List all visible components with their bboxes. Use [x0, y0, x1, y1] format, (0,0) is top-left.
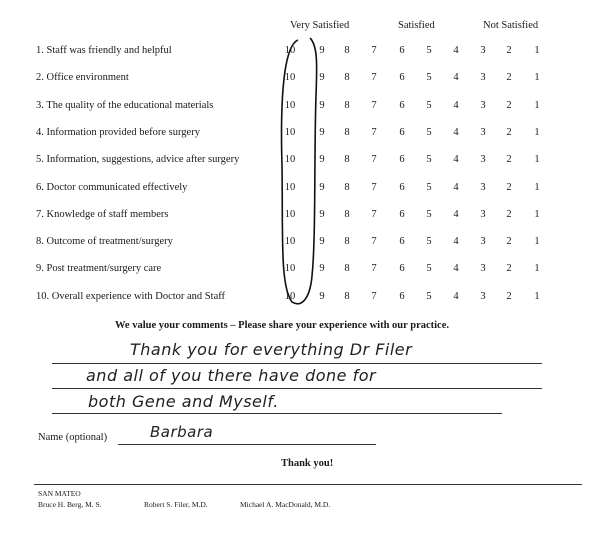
rating-option-9[interactable]: 9: [319, 45, 325, 56]
rating-option-1[interactable]: 1: [534, 263, 540, 275]
rating-option-10[interactable]: 10: [284, 290, 296, 302]
selection-circle: [276, 36, 326, 308]
rating-option-10[interactable]: 10: [284, 72, 296, 84]
rating-option-8[interactable]: 8: [344, 154, 350, 166]
rating-option-7[interactable]: 7: [371, 126, 377, 138]
rating-option-6[interactable]: 6: [399, 154, 405, 166]
rating-option-6[interactable]: 6: [399, 263, 405, 275]
rating-option-9[interactable]: 9: [319, 263, 325, 275]
question-label: 9. Post treatment/surgery care: [36, 263, 162, 275]
rating-option-8[interactable]: 8: [344, 208, 350, 220]
footer-rule: [34, 484, 582, 485]
not-satisfied-header: Not Satisfied: [483, 20, 539, 31]
rating-option-2[interactable]: 2: [506, 236, 512, 248]
rating-option-6[interactable]: 6: [399, 290, 405, 302]
question-label: 5. Information, suggestions, advice after surgery: [36, 154, 240, 166]
rating-option-10[interactable]: 10: [284, 99, 296, 111]
rating-option-7[interactable]: 7: [371, 236, 377, 248]
rating-option-9[interactable]: 9: [319, 236, 325, 248]
rating-option-5[interactable]: 5: [426, 290, 432, 302]
rating-option-9[interactable]: 9: [319, 181, 325, 193]
comments-prompt: We value your comments – Please share your experience with our practice.: [115, 320, 450, 331]
rating-option-7[interactable]: 7: [371, 99, 377, 111]
rating-option-3[interactable]: 3: [480, 290, 486, 302]
question-label: 6. Doctor communicated effectively: [36, 181, 188, 193]
rating-option-5[interactable]: 5: [426, 72, 432, 84]
rating-option-7[interactable]: 7: [371, 72, 377, 84]
rating-option-1[interactable]: 1: [534, 236, 540, 248]
rating-option-1[interactable]: 1: [534, 99, 540, 111]
footer-doctor-3: Michael A. MacDonald, M.D.: [240, 500, 331, 509]
rating-option-5[interactable]: 5: [426, 99, 432, 111]
rating-option-1[interactable]: 1: [534, 154, 540, 166]
rating-option-8[interactable]: 8: [344, 181, 350, 193]
comment-text-2: and all of you there have done for: [86, 366, 377, 385]
rating-option-2[interactable]: 2: [506, 45, 512, 56]
rating-option-5[interactable]: 5: [426, 126, 432, 138]
comment-line-3: [52, 413, 502, 414]
comment-text-3: both Gene and Myself.: [88, 392, 279, 411]
rating-option-3[interactable]: 3: [480, 263, 486, 275]
rating-option-3[interactable]: 3: [480, 208, 486, 220]
rating-option-6[interactable]: 6: [399, 208, 405, 220]
rating-option-2[interactable]: 2: [506, 154, 512, 166]
name-signature: Barbara: [150, 423, 214, 441]
rating-option-5[interactable]: 5: [426, 181, 432, 193]
rating-option-1[interactable]: 1: [534, 45, 540, 56]
question-label: 1. Staff was friendly and helpful: [36, 45, 172, 56]
rating-option-8[interactable]: 8: [344, 126, 350, 138]
rating-option-6[interactable]: 6: [399, 72, 405, 84]
rating-option-4[interactable]: 4: [453, 72, 459, 84]
rating-option-10[interactable]: 10: [284, 236, 296, 248]
rating-option-8[interactable]: 8: [344, 99, 350, 111]
rating-option-1[interactable]: 1: [534, 72, 540, 84]
rating-option-2[interactable]: 2: [506, 72, 512, 84]
rating-option-6[interactable]: 6: [399, 45, 405, 56]
rating-option-2[interactable]: 2: [506, 99, 512, 111]
rating-option-4[interactable]: 4: [453, 263, 459, 275]
rating-option-7[interactable]: 7: [371, 154, 377, 166]
rating-option-3[interactable]: 3: [480, 99, 486, 111]
comment-text-1: Thank you for everything Dr Filer: [130, 340, 413, 359]
rating-option-7[interactable]: 7: [371, 45, 377, 56]
rating-option-3[interactable]: 3: [480, 181, 486, 193]
rating-option-2[interactable]: 2: [506, 181, 512, 193]
rating-option-1[interactable]: 1: [534, 208, 540, 220]
rating-option-1[interactable]: 1: [534, 290, 540, 302]
rating-option-2[interactable]: 2: [506, 208, 512, 220]
thank-you-text: Thank you!: [281, 458, 334, 469]
rating-option-9[interactable]: 9: [319, 126, 325, 138]
rating-option-10[interactable]: 10: [284, 208, 296, 220]
rating-option-7[interactable]: 7: [371, 208, 377, 220]
footer-location: SAN MATEO: [38, 489, 81, 498]
name-line: [118, 444, 376, 445]
rating-option-10[interactable]: 10: [284, 45, 296, 56]
rating-option-6[interactable]: 6: [399, 126, 405, 138]
rating-option-6[interactable]: 6: [399, 236, 405, 248]
rating-option-4[interactable]: 4: [453, 45, 459, 56]
rating-option-10[interactable]: 10: [284, 181, 296, 193]
rating-option-9[interactable]: 9: [319, 154, 325, 166]
rating-option-10[interactable]: 10: [284, 126, 296, 138]
rating-option-8[interactable]: 8: [344, 236, 350, 248]
rating-option-1[interactable]: 1: [534, 126, 540, 138]
rating-option-9[interactable]: 9: [319, 72, 325, 84]
comment-line-2: [52, 388, 542, 389]
rating-option-7[interactable]: 7: [371, 290, 377, 302]
question-label: 8. Outcome of treatment/surgery: [36, 236, 173, 248]
rating-option-2[interactable]: 2: [506, 126, 512, 138]
rating-option-3[interactable]: 3: [480, 72, 486, 84]
rating-option-3[interactable]: 3: [480, 236, 486, 248]
rating-option-10[interactable]: 10: [284, 154, 296, 166]
footer-doctor-2: Robert S. Filer, M.D.: [144, 500, 208, 509]
rating-option-5[interactable]: 5: [426, 45, 432, 56]
footer-doctor-1: Bruce H. Berg, M. S.: [38, 500, 102, 509]
rating-option-4[interactable]: 4: [453, 236, 459, 248]
question-label: 4. Information provided before surgery: [36, 126, 200, 138]
rating-option-6[interactable]: 6: [399, 181, 405, 193]
question-label: 3. The quality of the educational materials: [36, 99, 214, 111]
rating-option-8[interactable]: 8: [344, 72, 350, 84]
rating-option-4[interactable]: 4: [453, 126, 459, 138]
rating-option-4[interactable]: 4: [453, 290, 459, 302]
rating-option-9[interactable]: 9: [319, 208, 325, 220]
rating-option-4[interactable]: 4: [453, 208, 459, 220]
rating-option-2[interactable]: 2: [506, 263, 512, 275]
rating-option-5[interactable]: 5: [426, 263, 432, 275]
question-label: 2. Office environment: [36, 72, 129, 84]
rating-option-9[interactable]: 9: [319, 290, 325, 302]
rating-option-8[interactable]: 8: [344, 290, 350, 302]
rating-option-7[interactable]: 7: [371, 181, 377, 193]
rating-option-8[interactable]: 8: [344, 45, 350, 56]
question-label: 7. Knowledge of staff members: [36, 208, 169, 220]
rating-option-8[interactable]: 8: [344, 263, 350, 275]
rating-option-5[interactable]: 5: [426, 236, 432, 248]
very-satisfied-header: Very Satisfied: [290, 20, 350, 31]
rating-option-2[interactable]: 2: [506, 290, 512, 302]
rating-option-7[interactable]: 7: [371, 263, 377, 275]
rating-option-4[interactable]: 4: [453, 99, 459, 111]
rating-option-10[interactable]: 10: [284, 263, 296, 275]
rating-option-1[interactable]: 1: [534, 181, 540, 193]
rating-option-5[interactable]: 5: [426, 208, 432, 220]
rating-option-3[interactable]: 3: [480, 154, 486, 166]
rating-option-5[interactable]: 5: [426, 154, 432, 166]
rating-option-6[interactable]: 6: [399, 99, 405, 111]
satisfied-header: Satisfied: [398, 20, 435, 31]
rating-option-4[interactable]: 4: [453, 181, 459, 193]
rating-option-4[interactable]: 4: [453, 154, 459, 166]
name-label: Name (optional): [38, 432, 108, 443]
comment-line-1: [52, 363, 542, 364]
rating-option-3[interactable]: 3: [480, 126, 486, 138]
question-label: 10. Overall experience with Doctor and Staff: [36, 290, 226, 302]
rating-option-9[interactable]: 9: [319, 99, 325, 111]
rating-option-3[interactable]: 3: [480, 45, 486, 56]
